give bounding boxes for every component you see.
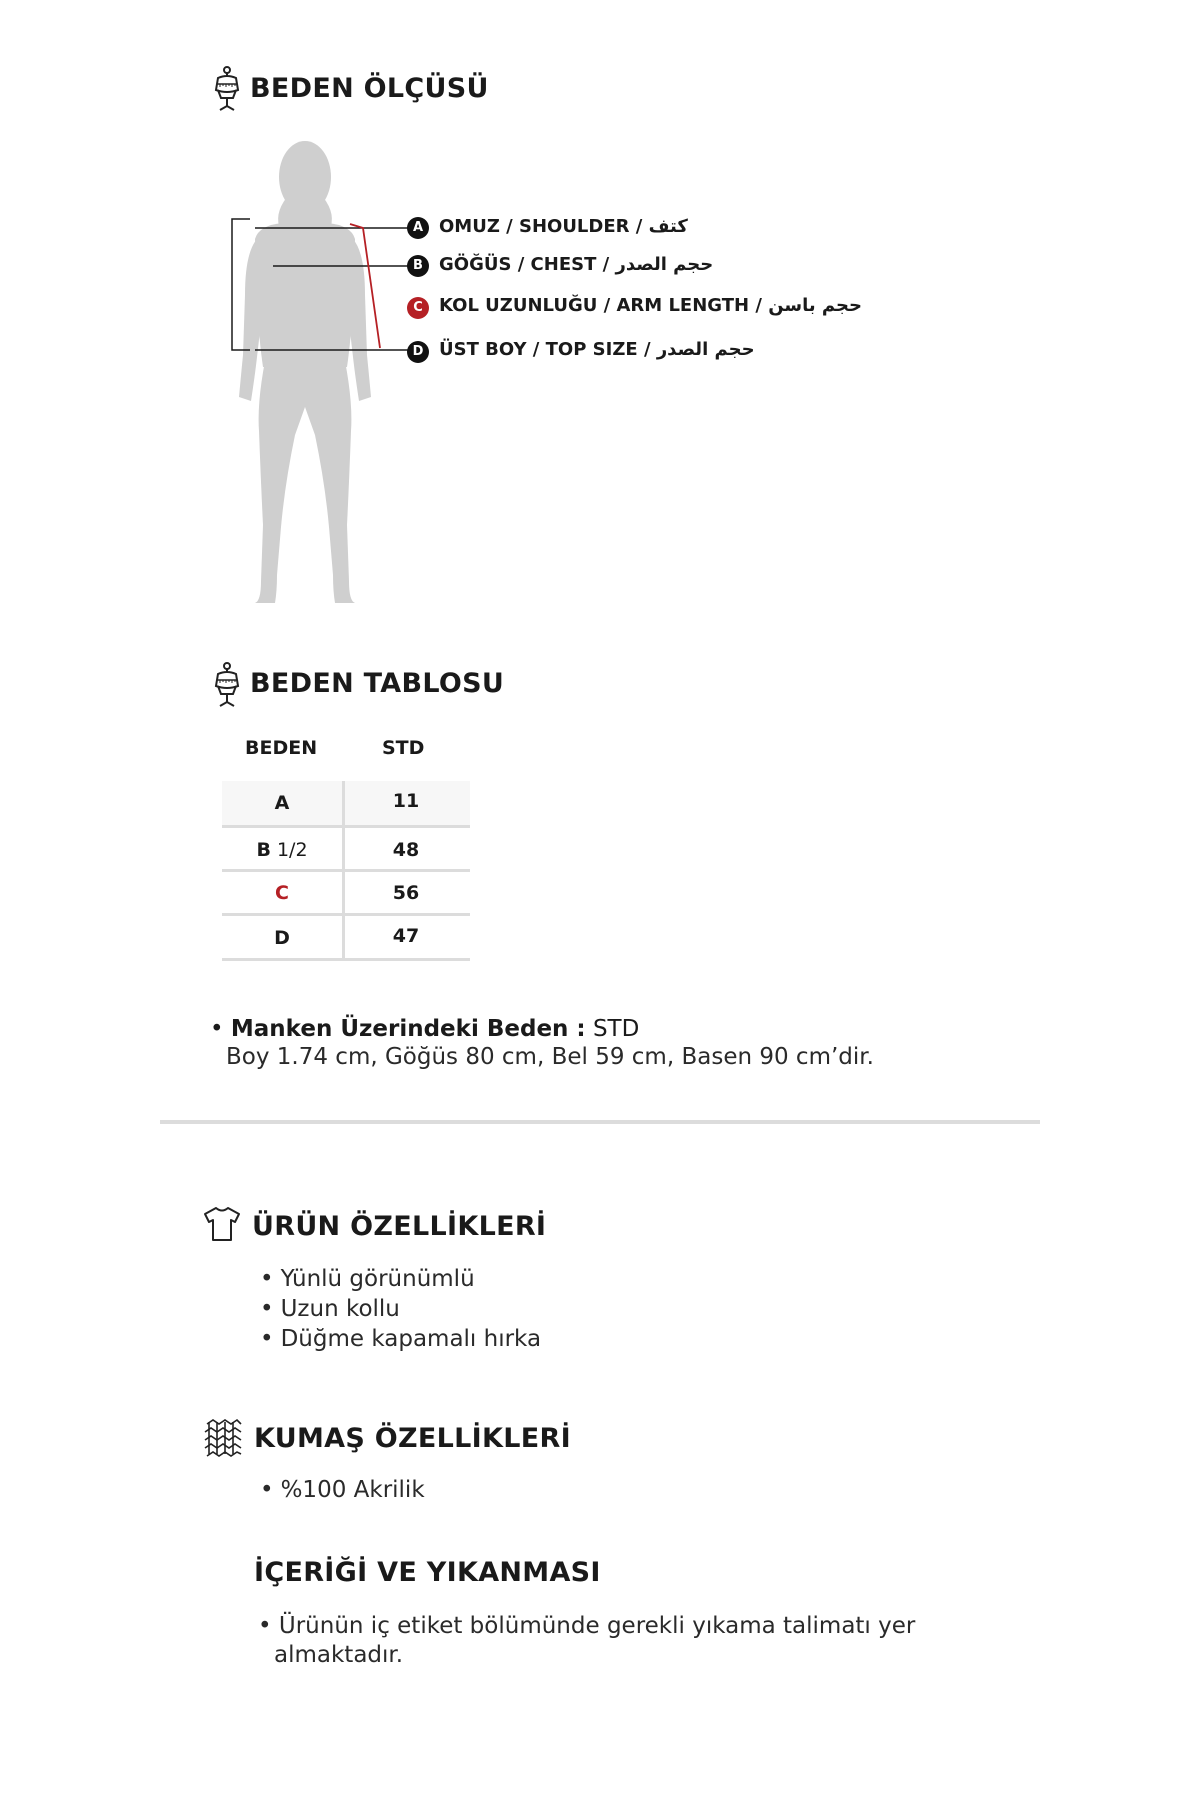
list-item: • Yünlü görünümlü <box>260 1264 541 1294</box>
measurement-label-shoulder: OMUZ / SHOULDER / كتف <box>439 216 688 237</box>
tshirt-icon <box>203 1206 241 1242</box>
size-guide-title: BEDEN ÖLÇÜSÜ <box>250 73 489 104</box>
measurement-lines <box>225 210 435 360</box>
fabric-pattern-icon <box>203 1418 243 1458</box>
model-info-label: Manken Üzerindeki Beden : <box>230 1016 586 1042</box>
table-header-size: BEDEN <box>245 737 318 759</box>
list-item: • Düğme kapamalı hırka <box>260 1324 541 1354</box>
measurement-badge-c: C <box>407 297 429 319</box>
measurement-badge-d: D <box>407 341 429 363</box>
list-item: • %100 Akrilik <box>260 1475 425 1505</box>
measurement-label-chest: GÖĞÜS / CHEST / حجم الصدر <box>439 254 714 275</box>
table-header-std: STD <box>382 737 425 759</box>
measurement-label-arm-length: KOL UZUNLUĞU / ARM LENGTH / حجم باسن <box>439 295 862 316</box>
table-cell-value: 56 <box>392 882 420 904</box>
measurement-badge-b: B <box>407 255 429 277</box>
fabric-features-title: KUMAŞ ÖZELLİKLERİ <box>254 1423 571 1454</box>
table-cell-value: 48 <box>392 839 420 861</box>
table-row: D <box>274 927 290 949</box>
measurement-label-top-size: ÜST BOY / TOP SIZE / حجم الصدر <box>439 339 755 360</box>
product-features-title: ÜRÜN ÖZELLİKLERİ <box>252 1211 547 1242</box>
mannequin-icon <box>212 662 242 710</box>
table-row: C <box>275 882 289 904</box>
product-features-list <box>260 1264 541 1354</box>
list-item: • Uzun kollu <box>260 1294 541 1324</box>
care-text-line-1: • Ürünün iç etiket bölümünde gerekli yıkama talimatı yer <box>258 1613 916 1639</box>
care-title: İÇERİĞİ VE YIKANMASI <box>254 1557 601 1588</box>
table-row: A <box>274 792 290 814</box>
table-row: B 1/2 <box>256 839 308 861</box>
body-silhouette <box>225 135 385 615</box>
care-text-line-2: almaktadır. <box>274 1642 404 1668</box>
model-info-value: STD <box>592 1016 640 1042</box>
model-info-line: • Manken Üzerindeki Beden : STD <box>210 1016 640 1042</box>
mannequin-icon <box>212 66 242 114</box>
measurement-badge-a: A <box>407 217 429 239</box>
size-table-title: BEDEN TABLOSU <box>250 668 505 699</box>
model-info-details: Boy 1.74 cm, Göğüs 80 cm, Bel 59 cm, Basen 90 cm’dir. <box>226 1044 874 1070</box>
fabric-features-list <box>260 1475 425 1505</box>
section-divider <box>160 1120 1040 1124</box>
table-cell-value: 47 <box>392 925 420 947</box>
table-cell-value: 11 <box>392 790 420 812</box>
